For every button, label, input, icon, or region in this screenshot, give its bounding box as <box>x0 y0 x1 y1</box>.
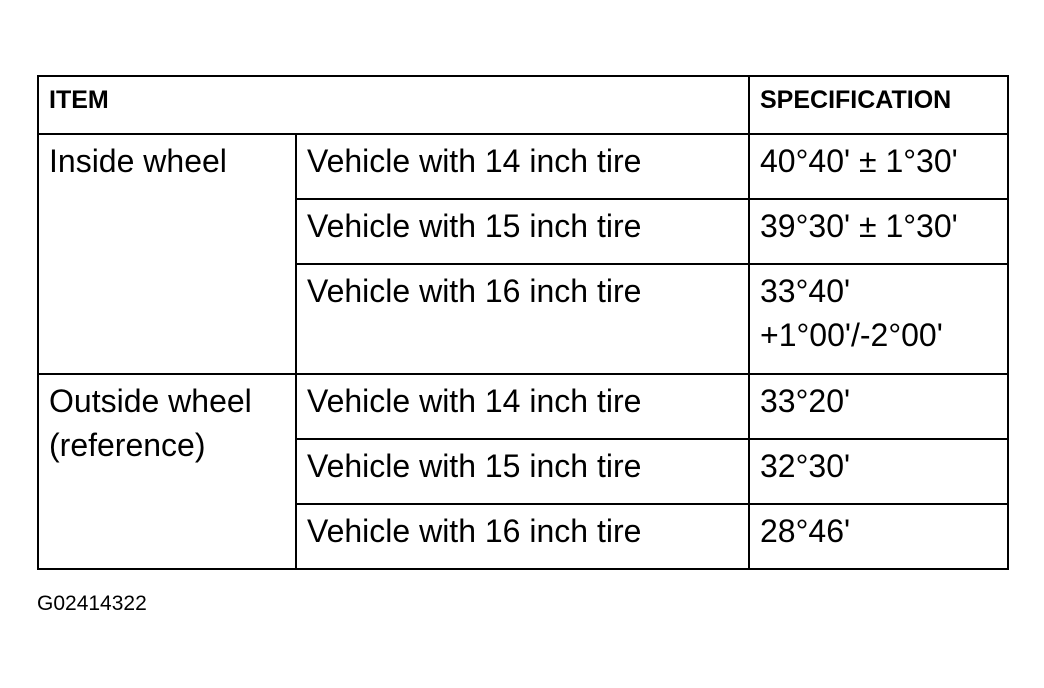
item-outside-wheel: Outside wheel (reference) <box>38 374 296 569</box>
spec-cell: 32°30' <box>749 439 1008 504</box>
item-inside-wheel: Inside wheel <box>38 134 296 374</box>
specification-table <box>37 75 1009 570</box>
header-specification: SPECIFICATION <box>749 76 1008 134</box>
figure-id: G02414322 <box>37 592 147 615</box>
table-row <box>38 134 1008 199</box>
condition-cell: Vehicle with 15 inch tire <box>296 199 749 264</box>
table-row <box>38 374 1008 439</box>
condition-cell: Vehicle with 16 inch tire <box>296 264 749 374</box>
spec-cell: 39°30' ± 1°30' <box>749 199 1008 264</box>
condition-cell: Vehicle with 14 inch tire <box>296 134 749 199</box>
spec-cell: 28°46' <box>749 504 1008 569</box>
spec-cell-wrapped: 33°40' +1°00'/-2°00' <box>749 264 1008 374</box>
condition-cell: Vehicle with 15 inch tire <box>296 439 749 504</box>
header-item: ITEM <box>38 76 749 134</box>
condition-cell: Vehicle with 14 inch tire <box>296 374 749 439</box>
spec-cell: 33°20' <box>749 374 1008 439</box>
spec-cell: 40°40' ± 1°30' <box>749 134 1008 199</box>
condition-cell: Vehicle with 16 inch tire <box>296 504 749 569</box>
table-header-row <box>38 76 1008 134</box>
